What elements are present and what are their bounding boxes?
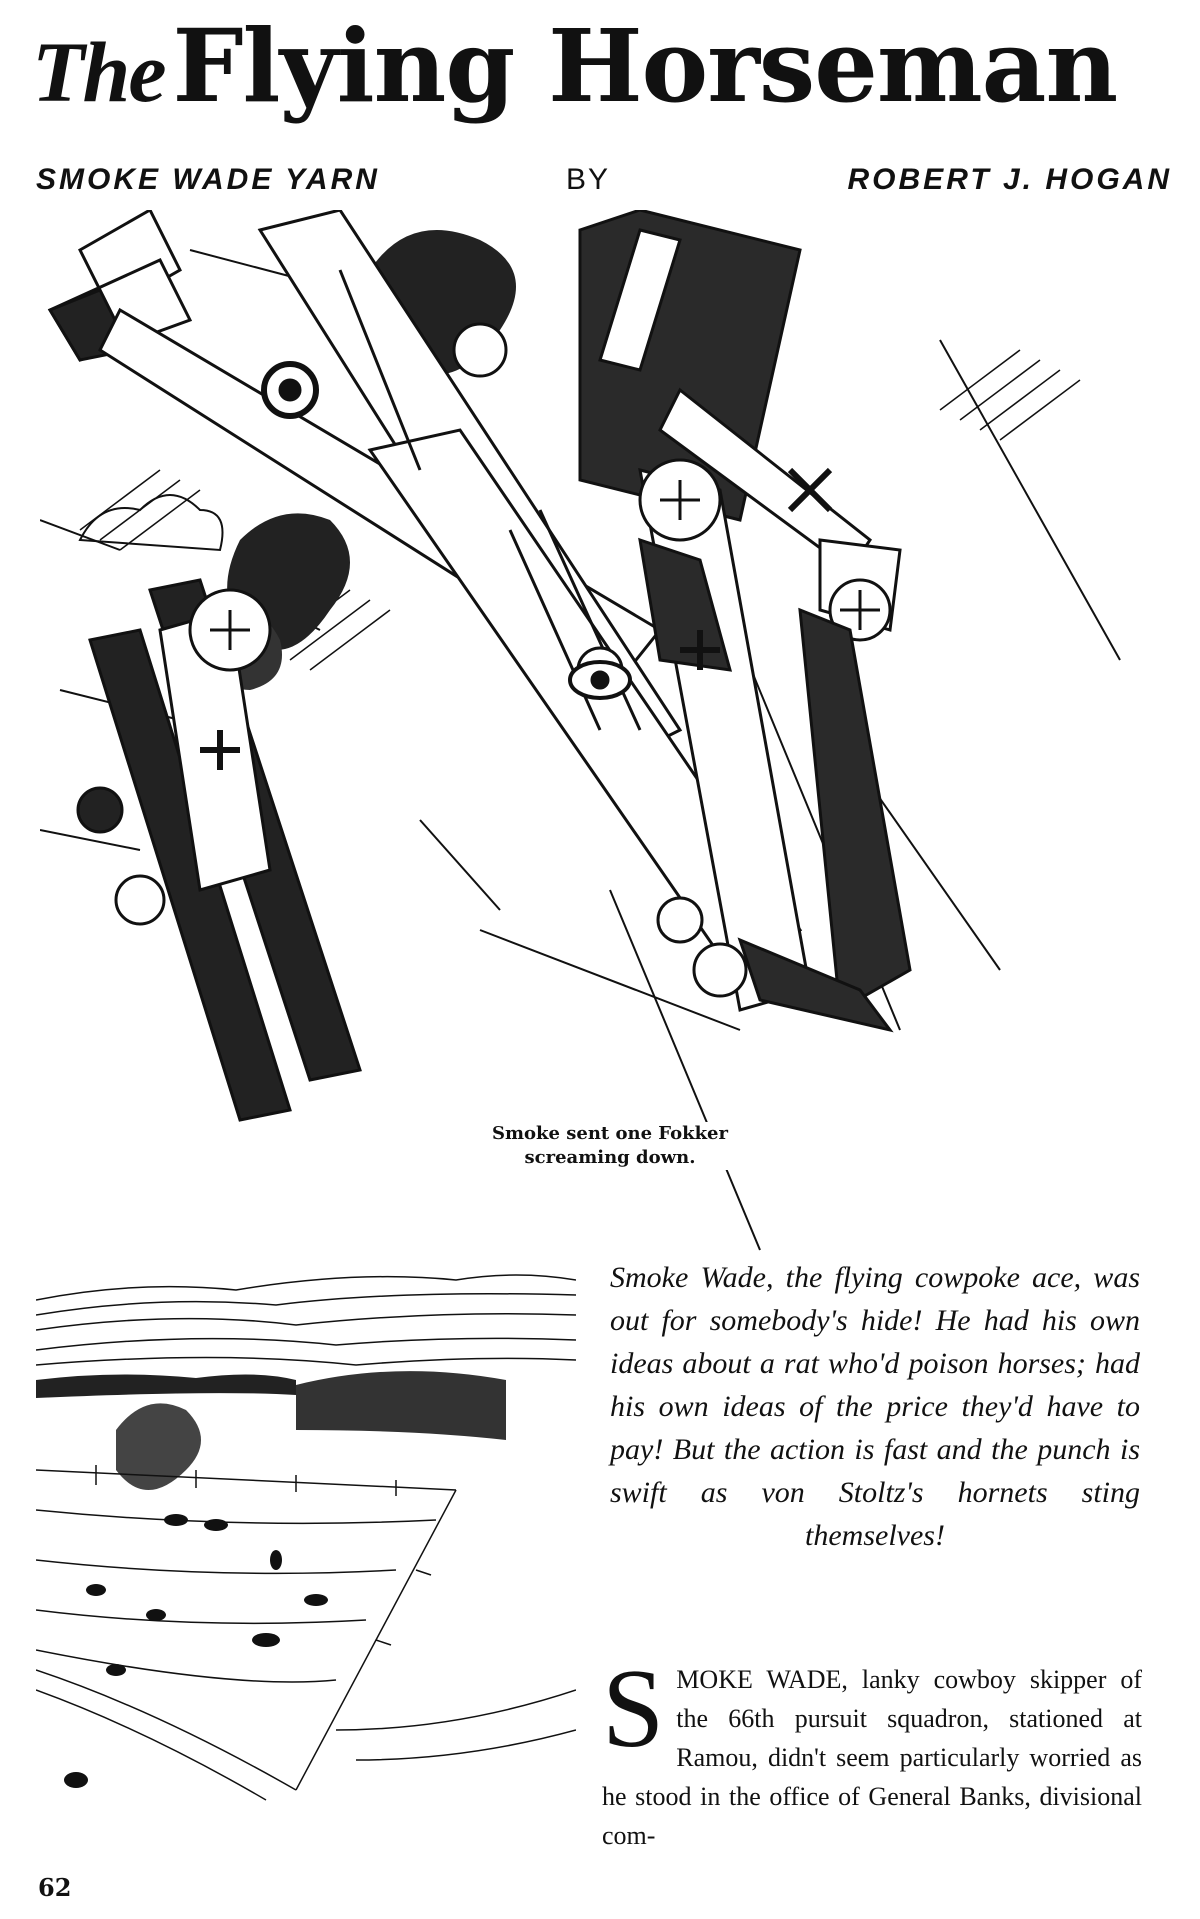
story-text: MOKE WADE, lanky cowboy skipper of the 66th pursuit squadron, stationed at Ramou, didn't seem particularly worried as he stood in the office of General Banks, divisional com- xyxy=(602,1665,1142,1850)
title-main: Flying Horseman xyxy=(172,7,1118,125)
author-name: ROBERT J. HOGAN xyxy=(847,163,1172,196)
caption-line-1: Smoke sent one Fokker xyxy=(492,1123,728,1144)
caption-line-2: screaming down. xyxy=(524,1147,696,1168)
story-blurb: Smoke Wade, the flying cowpoke ace, was out for somebody's hide! He had his own ideas about a rat who'd poison horses; had his own ideas of the price they'd have to pay! But the action is fast and the punch is swift as von Stoltz's hornets sting themselves! xyxy=(610,1261,1140,1552)
pasture-illustration xyxy=(36,1270,576,1810)
title-the: The xyxy=(32,24,165,120)
dogfight-illustration xyxy=(40,210,1170,1270)
illustration-caption xyxy=(470,1122,750,1170)
series-label: SMOKE WADE YARN xyxy=(36,163,380,196)
byline-by: BY xyxy=(566,163,611,196)
story-opening xyxy=(602,1647,1142,1855)
story-title xyxy=(32,6,1172,126)
drop-cap: S xyxy=(602,1647,665,1771)
page-number: 62 xyxy=(38,1873,72,1902)
